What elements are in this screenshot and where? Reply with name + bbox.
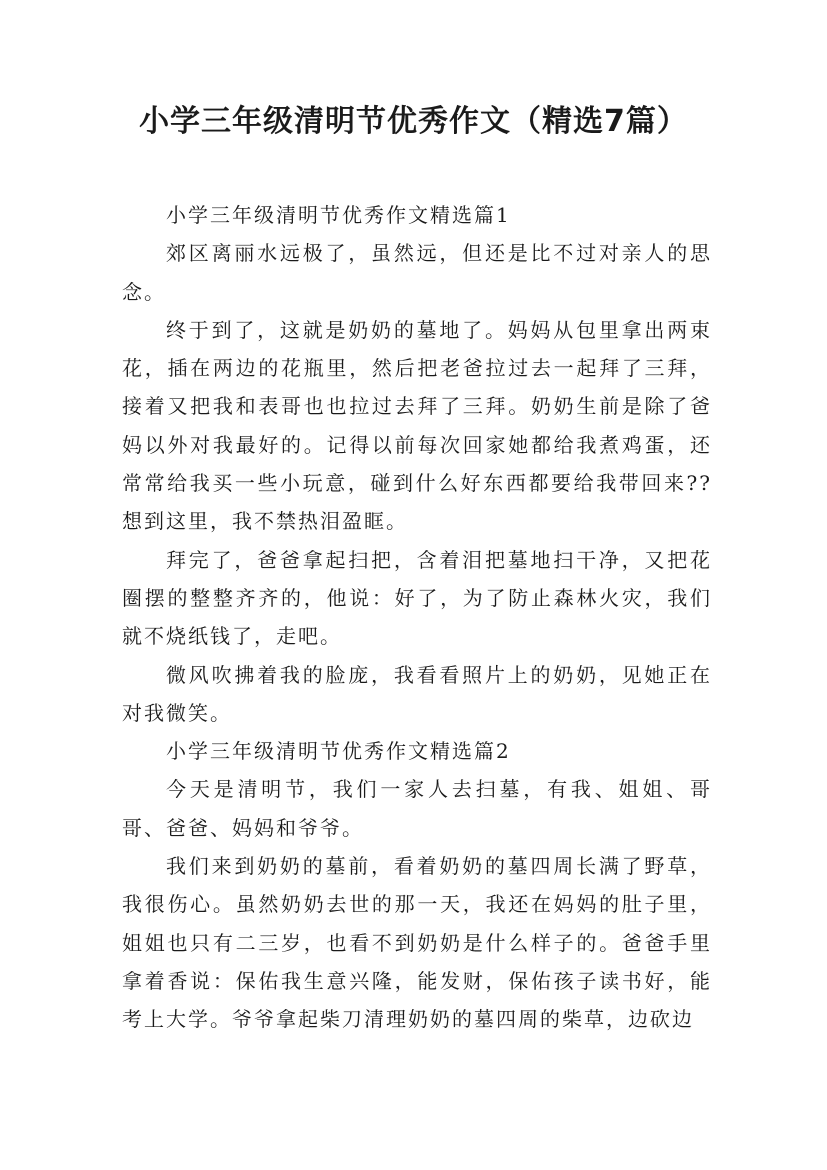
paragraph: 郊区离丽水远极了，虽然远，但还是比不过对亲人的思念。 <box>122 241 712 304</box>
paragraph: 微风吹拂着我的脸庞，我看看照片上的奶奶，见她正在对我微笑。 <box>122 662 712 725</box>
document-body <box>122 196 712 1039</box>
essay-heading: 小学三年级清明节优秀作文精选篇1 <box>166 203 511 227</box>
paragraph: 我们来到奶奶的墓前，看着奶奶的墓四周长满了野草，我很伤心。虽然奶奶去世的那一天，我还在妈妈的肚子里，姐姐也只有二三岁，也看不到奶奶是什么样子的。爸爸手里拿着香说：保佑我生意兴隆，能发财，保佑孩子读书好，能考上大学。爷爷拿起柴刀清理奶奶的墓四周的柴草，边砍边 <box>122 854 712 1032</box>
essay-heading: 小学三年级清明节优秀作文精选篇2 <box>166 739 511 764</box>
paragraph: 终于到了，这就是奶奶的墓地了。妈妈从包里拿出两束花，插在两边的花瓶里，然后把老爸拉过去一起拜了三拜，接着又把我和表哥也也拉过去拜了三拜。奶奶生前是除了爸妈以外对我最好的。记得以前每次回家她都给我煮鸡蛋，还常常给我买一些小玩意，碰到什么好东西都要给我带回来??想到这里，我不禁热泪盈眶。 <box>122 317 712 534</box>
paragraph: 今天是清明节，我们一家人去扫墓，有我、姐姐、哥哥、爸爸、妈妈和爷爷。 <box>122 777 712 840</box>
document-title: 小学三年级清明节优秀作文（精选7篇） <box>139 104 688 139</box>
paragraph: 拜完了，爸爸拿起扫把，含着泪把墓地扫干净，又把花圈摆的整整齐齐的，他说：好了，为了防止森林火灾，我们就不烧纸钱了，走吧。 <box>122 547 712 649</box>
